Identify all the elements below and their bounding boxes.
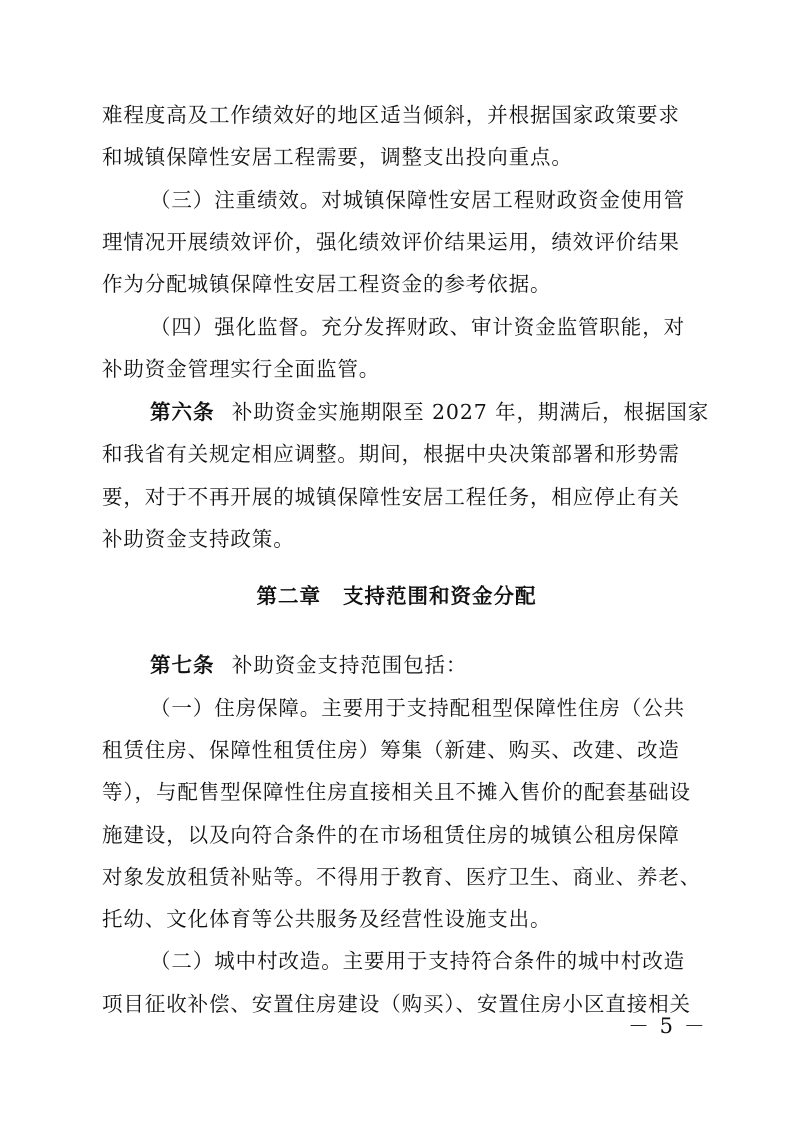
chapter-heading <box>0 582 793 610</box>
body-text-line: 托幼、文化体育等公共服务及经营性设施支出。 <box>102 907 552 931</box>
body-text-line: 和我省有关规定相应调整。期间，根据中央决策部署和形势需 <box>102 442 680 466</box>
body-text-line: 和城镇保障性安居工程需要，调整支出投向重点。 <box>102 145 573 169</box>
chapter-number: 第二章 <box>256 584 321 608</box>
body-text-line: （三）注重绩效。对城镇保障性安居工程财政资金使用管 <box>150 188 685 212</box>
body-text-line: 等），与配售型保障性住房直接相关且不摊入售价的配套基础设 <box>102 780 691 804</box>
body-text-line: 难程度高及工作绩效好的地区适当倾斜，并根据国家政策要求 <box>102 103 680 127</box>
article-6-first-line <box>150 398 750 426</box>
body-text-line: 作为分配城镇保障性安居工程资金的参考依据。 <box>102 272 552 296</box>
body-text-line: 对象发放租赁补贴等。不得用于教育、医疗卫生、商业、养老、 <box>102 865 702 889</box>
body-text-line: 补助资金管理实行全面监管。 <box>102 357 381 381</box>
body-text-line: 理情况开展绩效评价，强化绩效评价结果运用，绩效评价结果 <box>102 230 680 254</box>
body-text-line: （一）住房保障。主要用于支持配租型保障性住房（公共 <box>150 696 685 720</box>
body-text-line: 租赁住房、保障性租赁住房）筹集（新建、购买、改建、改造 <box>102 738 680 762</box>
chapter-title: 支持范围和资金分配 <box>343 584 537 608</box>
body-text-line: 补助资金支持政策。 <box>102 527 295 551</box>
page-number: － 5 － <box>628 1014 707 1038</box>
article-7-label: 第七条 <box>150 653 215 677</box>
article-7-text: 补助资金支持范围包括： <box>231 653 468 677</box>
article-7-first-line <box>150 651 750 679</box>
article-6-text: 补助资金实施期限至 2027 年，期满后，根据国家 <box>231 400 710 424</box>
article-6-label: 第六条 <box>150 400 215 424</box>
body-text-line: 施建设，以及向符合条件的在市场租赁住房的城镇公租房保障 <box>102 823 680 847</box>
body-text-line: （四）强化监督。充分发挥财政、审计资金监管职能，对 <box>150 315 685 339</box>
body-text-line: 要，对于不再开展的城镇保障性安居工程任务，相应停止有关 <box>102 485 680 509</box>
body-text-line: （二）城中村改造。主要用于支持符合条件的城中村改造 <box>150 949 685 973</box>
body-text-line: 项目征收补偿、安置住房建设（购买）、安置住房小区直接相关 <box>102 992 691 1016</box>
